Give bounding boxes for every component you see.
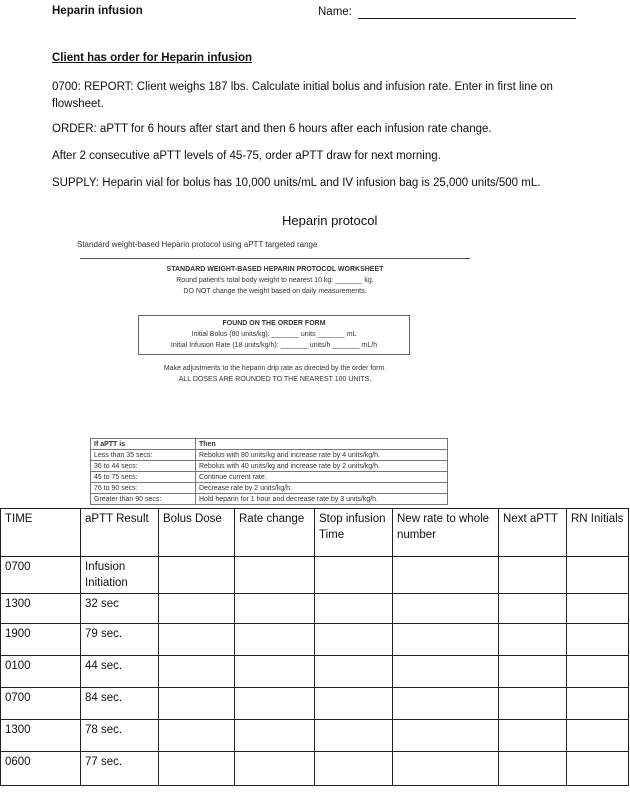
header-stop-infusion-time: Stop infusion Time: [315, 509, 393, 557]
entry-cell[interactable]: [235, 594, 315, 624]
name-field[interactable]: [358, 18, 576, 19]
entry-cell[interactable]: [499, 752, 567, 786]
time-cell: 1300: [1, 720, 81, 752]
entry-cell[interactable]: [393, 720, 499, 752]
flowsheet-row: [1, 752, 629, 786]
header-next-aptt: Next aPTT: [499, 509, 567, 557]
protocol-worksheet: [80, 258, 470, 501]
rule-row: [91, 450, 448, 461]
consecutive-paragraph: After 2 consecutive aPTT levels of 45-75, order aPTT draw for next morning.: [52, 150, 441, 162]
entry-cell[interactable]: [159, 557, 235, 594]
entry-cell[interactable]: [159, 752, 235, 786]
time-cell: 0700: [1, 688, 81, 720]
rule-condition: 45 to 75 secs:: [91, 472, 196, 483]
section-title: Client has order for Heparin infusion: [52, 52, 252, 64]
time-cell: 1300: [1, 594, 81, 624]
aptt-result-cell: Infusion Initiation: [81, 557, 159, 594]
entry-cell[interactable]: [499, 688, 567, 720]
rule-row: [91, 461, 448, 472]
rule-action: Rebolus with 80 units/kg and increase rate by 4 units/kg/h.: [196, 450, 448, 461]
header-aptt-result: aPTT Result: [81, 509, 159, 557]
entry-cell[interactable]: [393, 688, 499, 720]
entry-cell[interactable]: [567, 720, 629, 752]
time-cell: 1900: [1, 624, 81, 656]
time-cell: 0100: [1, 656, 81, 688]
aptt-result-cell: 84 sec.: [81, 688, 159, 720]
entry-cell[interactable]: [315, 720, 393, 752]
entry-cell[interactable]: [159, 656, 235, 688]
initial-bolus-line: Initial Bolus (80 units/kg): _______ units _______ mL: [191, 331, 357, 338]
order-form-box: [138, 315, 410, 355]
round-doses-line: ALL DOSES ARE ROUNDED TO THE NEAREST 100 UNITS.: [178, 376, 372, 383]
entry-cell[interactable]: [499, 624, 567, 656]
rules-header-then: Then: [196, 439, 448, 450]
flowsheet-row: [1, 557, 629, 594]
document-title: Heparin infusion: [52, 5, 143, 17]
entry-cell[interactable]: [235, 557, 315, 594]
entry-cell[interactable]: [393, 624, 499, 656]
header-rate-change: Rate change: [235, 509, 315, 557]
entry-cell[interactable]: [567, 752, 629, 786]
entry-cell[interactable]: [567, 688, 629, 720]
order-paragraph: ORDER: aPTT for 6 hours after start and then 6 hours after each infusion rate change.: [52, 123, 492, 135]
protocol-caption: Standard weight-based Heparin protocol using aPTT targeted range: [77, 240, 318, 249]
flowsheet-table: [0, 508, 629, 786]
header-new-rate: New rate to whole number: [393, 509, 499, 557]
rule-action: Hold heparin for 1 hour and decrease rate by 3 units/kg/h.: [196, 494, 448, 505]
rules-header-if: If aPTT is: [91, 439, 196, 450]
rule-condition: Greater than 90 secs:: [91, 494, 196, 505]
entry-cell[interactable]: [159, 624, 235, 656]
rule-row: [91, 472, 448, 483]
rule-action: Continue current rate.: [196, 472, 448, 483]
report-paragraph: 0700: REPORT: Client weighs 187 lbs. Calculate initial bolus and infusion rate. Enter in first line on flowsheet.: [52, 81, 553, 110]
aptt-result-cell: 32 sec: [81, 594, 159, 624]
entry-cell[interactable]: [235, 656, 315, 688]
entry-cell[interactable]: [235, 720, 315, 752]
name-label: Name:: [318, 6, 352, 18]
worksheet-title: STANDARD WEIGHT-BASED HEPARIN PROTOCOL WORKSHEET: [166, 266, 384, 273]
entry-cell[interactable]: [315, 688, 393, 720]
time-cell: 0700: [1, 557, 81, 594]
flowsheet-row: [1, 624, 629, 656]
protocol-title: Heparin protocol: [282, 213, 378, 228]
flowsheet-row: [1, 688, 629, 720]
entry-cell[interactable]: [235, 688, 315, 720]
entry-cell[interactable]: [315, 752, 393, 786]
flowsheet-row: [1, 656, 629, 688]
entry-cell[interactable]: [393, 557, 499, 594]
round-weight-line: Round patient's total body weight to nearest 10 kg: _______ kg.: [176, 277, 374, 284]
entry-cell[interactable]: [393, 752, 499, 786]
entry-cell[interactable]: [499, 557, 567, 594]
order-form-title: FOUND ON THE ORDER FORM: [222, 320, 326, 327]
entry-cell[interactable]: [567, 656, 629, 688]
header-bolus-dose: Bolus Dose: [159, 509, 235, 557]
aptt-result-cell: 44 sec.: [81, 656, 159, 688]
aptt-result-cell: 77 sec.: [81, 752, 159, 786]
rule-condition: 36 to 44 secs:: [91, 461, 196, 472]
entry-cell[interactable]: [315, 557, 393, 594]
rule-action: Rebolus with 40 units/kg and increase rate by 2 units/kg/h.: [196, 461, 448, 472]
rule-row: [91, 494, 448, 505]
entry-cell[interactable]: [567, 557, 629, 594]
aptt-rules-table: [90, 438, 448, 505]
time-cell: 0600: [1, 752, 81, 786]
rule-condition: Less than 35 secs:: [91, 450, 196, 461]
initial-rate-line: Initial Infusion Rate (18 units/kg/h): _______ units/h _______ mL/h: [170, 342, 378, 349]
rule-row: [91, 483, 448, 494]
entry-cell[interactable]: [159, 720, 235, 752]
header-rn-initials: RN Initials: [567, 509, 629, 557]
adjust-line: Make adjustments to the heparin drip rate as directed by the order form.: [163, 365, 387, 372]
entry-cell[interactable]: [393, 656, 499, 688]
flowsheet-row: [1, 594, 629, 624]
entry-cell[interactable]: [315, 656, 393, 688]
flowsheet-header-row: [1, 509, 629, 557]
entry-cell[interactable]: [159, 594, 235, 624]
entry-cell[interactable]: [567, 624, 629, 656]
header-time: TIME: [1, 509, 81, 557]
entry-cell[interactable]: [315, 594, 393, 624]
flowsheet-row: [1, 720, 629, 752]
entry-cell[interactable]: [315, 624, 393, 656]
rule-action: Decrease rate by 2 units/kg/h.: [196, 483, 448, 494]
entry-cell[interactable]: [499, 656, 567, 688]
entry-cell[interactable]: [567, 594, 629, 624]
entry-cell[interactable]: [499, 720, 567, 752]
entry-cell[interactable]: [235, 752, 315, 786]
entry-cell[interactable]: [499, 594, 567, 624]
rule-condition: 76 to 90 secs:: [91, 483, 196, 494]
no-change-line: DO NOT change the weight based on daily measurements.: [183, 288, 367, 295]
supply-paragraph: SUPPLY: Heparin vial for bolus has 10,000 units/mL and IV infusion bag is 25,000 units/500 mL.: [52, 177, 541, 189]
entry-cell[interactable]: [393, 594, 499, 624]
entry-cell[interactable]: [159, 688, 235, 720]
entry-cell[interactable]: [235, 624, 315, 656]
aptt-result-cell: 79 sec.: [81, 624, 159, 656]
aptt-result-cell: 78 sec.: [81, 720, 159, 752]
